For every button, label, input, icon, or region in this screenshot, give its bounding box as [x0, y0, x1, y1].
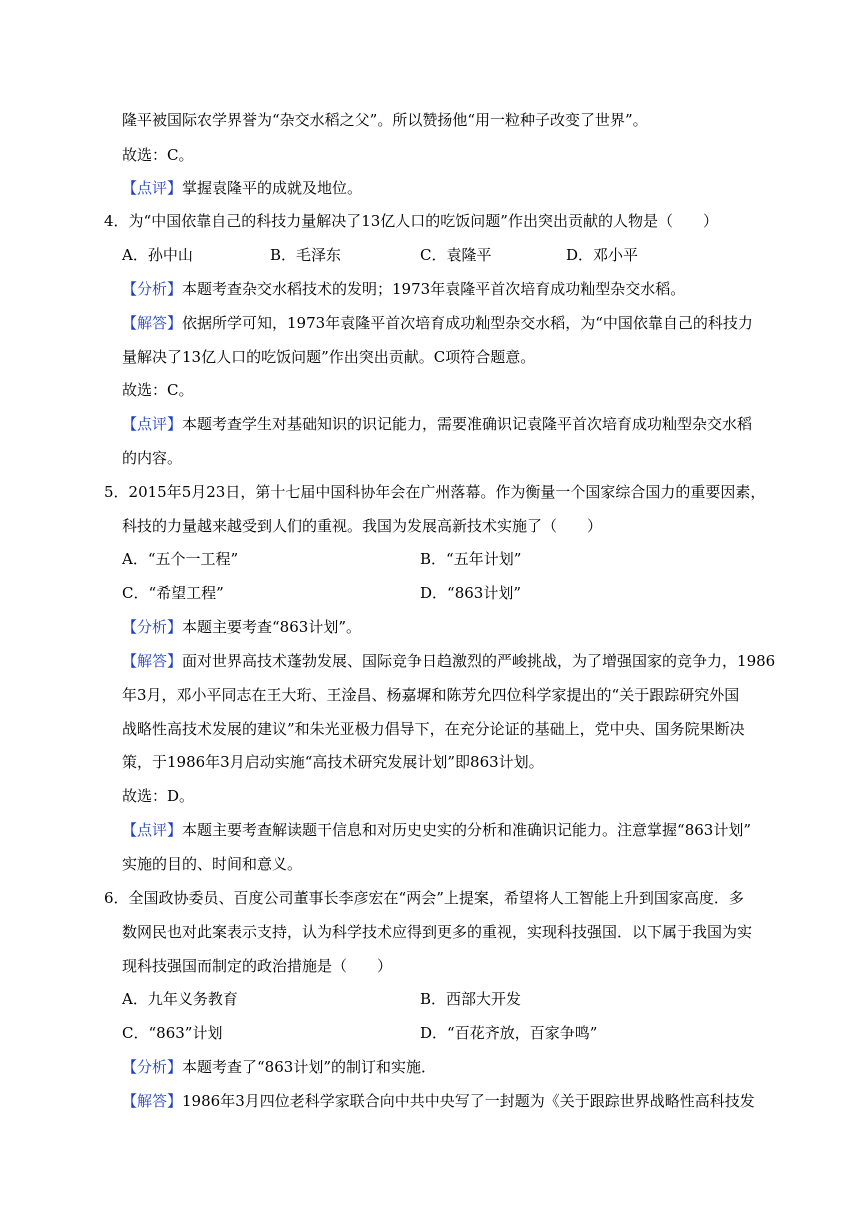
q6-stem: 6．全国政协委员、百度公司董事长李彦宏在“两会”上提案，希望将人工智能上升到国家高度．多 — [104, 889, 744, 907]
q6-stem-line: 数网民也对此案表示支持，认为科学技术应得到更多的重视，实现科技强国．以下属于我国为实 — [122, 923, 753, 941]
q4-comment-text: 本题考查学生对基础知识的识记能力，需要准确识记袁隆平首次培育成功籼型杂交水稻 — [182, 415, 753, 433]
q5-stem: 5．2015年5月23日，第十七届中国科协年会在广州落幕。作为衡量一个国家综合国力的重要因素， — [104, 483, 766, 501]
solution-tag: 【解答】 — [122, 1092, 183, 1110]
q4-comment-line: 的内容。 — [122, 449, 183, 467]
q4-comment — [122, 414, 762, 434]
q6-solution-line — [122, 1091, 762, 1111]
q3-answer: 故选：C。 — [122, 146, 194, 164]
q5-answer: 故选：D。 — [122, 787, 195, 805]
q6-option-a: A．九年义务教育 — [122, 990, 238, 1008]
q4-answer: 故选：C。 — [122, 381, 194, 399]
q5-solution-line: 战略性高技术发展的建议”和朱光亚极力倡导下，在充分论证的基础上，党中央、国务院果断决 — [122, 720, 745, 738]
q4-solution-line: 量解决了13亿人口的吃饭问题”作出突出贡献。C项符合题意。 — [122, 348, 536, 366]
q5-solution-line: 年3月，邓小平同志在王大珩、王淦昌、杨嘉墀和陈芳允四位科学家提出的“关于跟踪研究外国 — [122, 686, 740, 704]
q5-comment-line: 实施的目的、时间和意义。 — [122, 855, 303, 873]
comment-tag: 【点评】 — [122, 821, 183, 839]
q6-option-b: B．西部大开发 — [420, 990, 522, 1008]
q4-solution-line — [122, 313, 762, 333]
q5-option-d: D．“863计划” — [420, 584, 521, 602]
q6-solution-text: 1986年3月四位老科学家联合向中共中央写了一封题为《关于跟踪世界战略性高科技发 — [182, 1092, 755, 1110]
comment-tag: 【点评】 — [122, 415, 183, 433]
q5-analysis — [122, 617, 762, 637]
q4-option-b: B．毛泽东 — [270, 246, 342, 264]
q6-stem-line: 现科技强国而制定的政治措施是（ ） — [122, 957, 393, 975]
q6-option-c: C．“863”计划 — [122, 1024, 223, 1042]
q5-comment — [122, 820, 762, 840]
q5-stem-line: 科技的力量越来越受到人们的重视。我国为发展高新技术实施了（ ） — [122, 517, 603, 535]
q6-analysis — [122, 1057, 762, 1077]
q3-comment — [122, 178, 762, 198]
q5-solution-line — [122, 651, 776, 671]
q4-stem: 4．为“中国依靠自己的科技力量解决了13亿人口的吃饭问题”作出突出贡献的人物是（ ） — [104, 212, 718, 230]
q5-comment-text: 本题主要考查解读题干信息和对历史史实的分析和准确识记能力。注意掌握“863计划” — [182, 821, 751, 839]
comment-tag: 【点评】 — [122, 179, 183, 197]
q5-option-a: A．“五个一工程” — [122, 550, 239, 568]
analysis-tag: 【分析】 — [122, 618, 183, 636]
q5-option-c: C．“希望工程” — [122, 584, 224, 602]
q5-analysis-text: 本题主要考查“863计划”。 — [182, 618, 361, 636]
q4-option-d: D．邓小平 — [566, 246, 639, 264]
q6-option-d: D．“百花齐放，百家争鸣” — [420, 1024, 598, 1042]
q4-option-a: A．孙中山 — [122, 246, 193, 264]
analysis-tag: 【分析】 — [122, 280, 183, 298]
q3-explanation-line: 隆平被国际农学界誉为“杂交水稻之父”。所以赞扬他“用一粒种子改变了世界”。 — [122, 111, 648, 129]
q6-analysis-text: 本题考查了“863计划”的制订和实施． — [182, 1058, 436, 1076]
q4-solution-text: 依据所学可知，1973年袁隆平首次培育成功籼型杂交水稻，为“中国依靠自己的科技力 — [182, 314, 753, 332]
analysis-tag: 【分析】 — [122, 1058, 183, 1076]
q5-solution-text: 面对世界高技术蓬勃发展、国际竞争日趋激烈的严峻挑战，为了增强国家的竞争力，1986 — [182, 652, 776, 670]
q4-analysis-text: 本题考查杂交水稻技术的发明；1973年袁隆平首次培育成功籼型杂交水稻。 — [182, 280, 686, 298]
solution-tag: 【解答】 — [122, 314, 183, 332]
q5-solution-line: 策，于1986年3月启动实施“高技术研究发展计划”即863计划。 — [122, 753, 544, 771]
q3-comment-text: 掌握袁隆平的成就及地位。 — [182, 179, 363, 197]
q5-option-b: B．“五年计划” — [420, 550, 522, 568]
q4-analysis — [122, 279, 762, 299]
q4-option-c: C．袁隆平 — [420, 246, 492, 264]
solution-tag: 【解答】 — [122, 652, 183, 670]
